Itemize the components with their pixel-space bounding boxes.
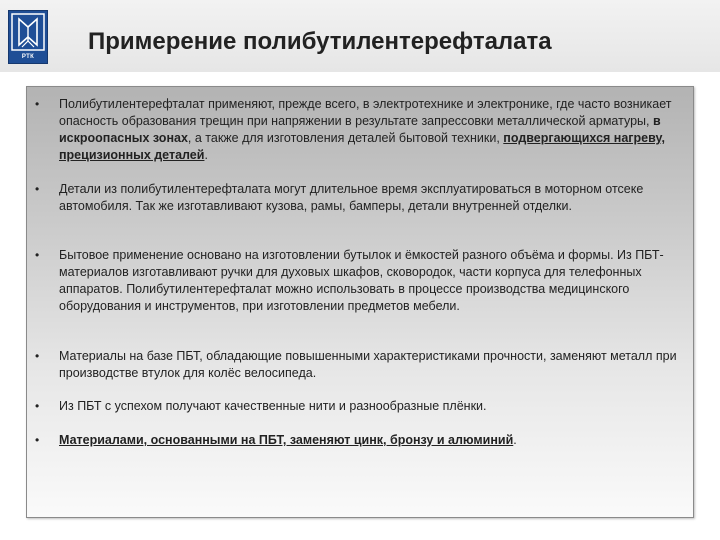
bullet-marker: • (35, 248, 40, 262)
list-item-text: Бытовое применение основано на изготовлении бутылок и ёмкостей разного объёма и формы. Из ПБТ-материалов изготавливают ручки для духовых шкафов, сковородок, части корпуса для телефонных аппаратов. Полибутилентерефталат можно использовать в процессе производства медицинского оборудования и инструментов, при изготовлении предметов мебели. (59, 248, 664, 313)
text-segment: . (513, 433, 517, 447)
list-item-text (59, 96, 685, 164)
bullet-marker: • (35, 399, 40, 413)
header-bar (0, 0, 720, 72)
text-segment: , а также для изготовления деталей бытовой техники, (187, 131, 504, 145)
text-emphasis-underline: Материалами, основанными на ПБТ, заменяют цинк, бронзу и алюминий (59, 433, 514, 447)
bullet-marker: • (35, 182, 40, 196)
list-item-text (59, 432, 685, 449)
text-segment: Полибутилентерефталат применяют, прежде всего, в электротехнике и электронике, где часто возникает опасность образования трещин при напряжении в результате запрессовки металлической арматуры, (59, 97, 672, 128)
text-emphasis-underline: подвергающихся нагреву, прецизионных деталей (59, 131, 665, 162)
text-segment: . (204, 148, 208, 162)
bullet-marker: • (35, 349, 40, 363)
list-item-text: Из ПБТ с успехом получают качественные нити и разнообразные плёнки. (59, 399, 487, 413)
logo (8, 10, 48, 64)
page-title: Примерение полибутилентерефталата (88, 28, 552, 55)
content-panel (26, 86, 694, 518)
bullet-marker: • (35, 433, 40, 447)
text-emphasis: в искроопасных зонах (59, 114, 661, 145)
list-item-text: Детали из полибутилентерефталата могут длительное время эксплуатироваться в моторном отсеке автомобиля. Так же изготавливают кузова, рамы, бамперы, детали внутренней отделки. (59, 182, 644, 213)
bullet-marker: • (35, 97, 40, 111)
list-item-text: Материалы на базе ПБТ, обладающие повышенными характеристиками прочности, заменяют металл при производстве втулок для колёс велосипеда. (59, 349, 677, 380)
logo-text: РТК (21, 54, 35, 60)
